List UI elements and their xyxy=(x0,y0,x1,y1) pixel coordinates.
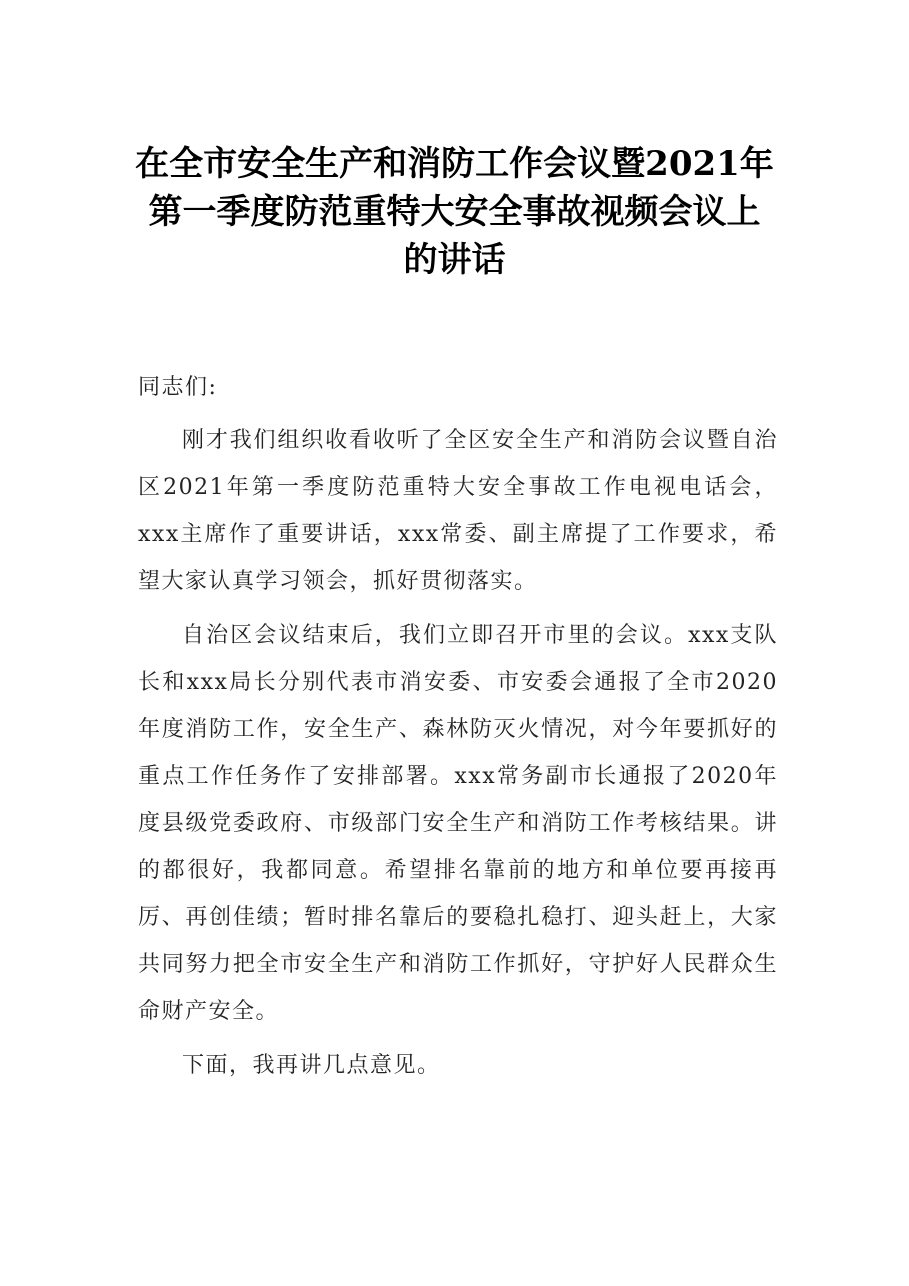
paragraph: 自治区会议结束后，我们立即召开市里的会议。xxx支队长和xxx局长分别代表市消安委、市安委会通报了全市2020年度消防工作，安全生产、森林防灭火情况，对今年要抓好的重点工作任务作了安排部署。xxx常务副市长通报了2020年度县级党委政府、市级部门安全生产和消防工作考核结果。讲的都很好，我都同意。希望排名靠前的地方和单位要再接再厉、再创佳绩；暂时排名靠后的要稳扎稳打、迎头赶上，大家共同努力把全市安全生产和消防工作抓好，守护好人民群众生命财产安全。 xyxy=(138,623,778,1024)
document-body xyxy=(138,364,778,1096)
document-title xyxy=(100,140,809,284)
paragraph: 下面，我再讲几点意见。 xyxy=(182,1053,441,1078)
title-line: 第一季度防范重特大安全事故视频会议上 xyxy=(148,192,761,232)
salutation: 同志们: xyxy=(138,375,218,400)
title-line: 在全市安全生产和消防工作会议暨2021年 xyxy=(135,144,774,184)
title-line: 的讲话 xyxy=(403,240,506,280)
paragraph: 刚才我们组织收看收听了全区安全生产和消防会议暨自治区2021年第一季度防范重特大安全事故工作电视电话会，xxx主席作了重要讲话，xxx常委、副主席提了工作要求，希望大家认真学习领会，抓好贯彻落实。 xyxy=(138,428,778,594)
